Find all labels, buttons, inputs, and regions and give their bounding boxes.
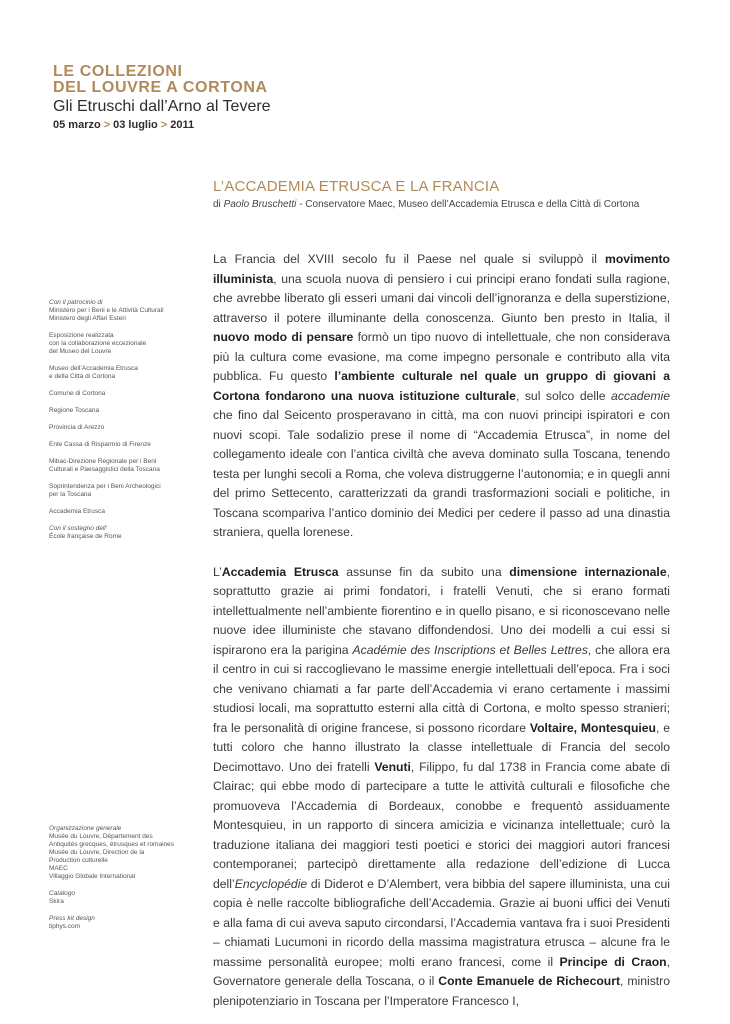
paragraph-text: assunse fin da subito una <box>338 564 510 579</box>
sidebar-group <box>49 525 199 541</box>
sidebar-group-label: Con il sostegno dell’ <box>49 525 108 532</box>
sidebar-line: e della Città di Cortona <box>49 373 116 380</box>
sidebar-group <box>49 483 199 499</box>
sidebar-line: Ministero per i Beni e le Attività Culturali <box>49 307 164 314</box>
sidebar-line: Skira <box>49 898 64 905</box>
sidebar-line: Production culturelle <box>49 857 108 864</box>
date-separator: > <box>103 119 111 131</box>
sidebar-line: Ente Cassa di Risparmio di Firenze <box>49 441 151 448</box>
paragraph-text: , e tutti coloro che hanno illustrato la classe intellettuale di Francia del secolo Decimottavo. Uno dei fratelli <box>213 720 670 774</box>
sidebar-line: Regione Toscana <box>49 407 100 414</box>
article-paragraph <box>213 250 670 543</box>
paragraph-text: , ministro plenipotenziario in Toscana per l’Imperatore Francesco I, <box>213 974 671 1008</box>
author-name: Paolo Bruschetti <box>223 199 297 210</box>
sidebar-line: Mibac-Direzione Regionale per i Beni <box>49 458 157 465</box>
exhibition-header <box>53 64 271 131</box>
sidebar-line: Antiquités grecques, étrusques et romaines <box>49 841 175 848</box>
paragraph-text: , una scuola nuova di pensiero i cui principi erano fondati sulla ragione, che avrebbe liberato gli esseri umani dai vincoli dell’ignoranza e della superstizione, attraverso il potere illuminante della conoscenza. Giunto ben presto in Italia, il <box>213 271 670 325</box>
exhibition-dates <box>53 119 271 131</box>
sidebar-line: Ministero degli Affari Esteri <box>49 315 126 322</box>
highlighted-text: Venuti <box>374 759 411 774</box>
sidebar-line: Accademia Etrusca <box>49 508 105 515</box>
paragraph-text: La Francia del XVIII secolo fu il Paese nel quale si sviluppò il <box>213 252 605 266</box>
article-body <box>213 250 670 1011</box>
sidebar-group <box>49 332 199 356</box>
sidebar-line: per la Toscana <box>49 491 92 498</box>
sidebar-group <box>49 508 199 516</box>
sidebar-line: del Museo del Louvre <box>49 348 112 355</box>
paragraph-text: , che allora era il centro in cui si raccoglievano le massime energie intellettuali dell’epoca. Fra i soci che venivano chiamati a far parte dell’Accademia vi erano certamente i massimi studiosi locali, ma soprattutto esterni alla città di Cortona, e molto spesso stranieri; fra le personalità di origine francese, si possono ricordare <box>213 642 670 735</box>
sidebar-line: Musée du Louvre, Direction de la <box>49 849 145 856</box>
highlighted-text: Voltaire, Montesquieu <box>529 720 656 735</box>
sidebar-group <box>49 458 199 474</box>
sponsors-sidebar <box>49 299 199 550</box>
sidebar-group-label: Con il patrocinio di <box>49 299 103 306</box>
sidebar-line: Museo dell’Accademia Etrusca <box>49 365 138 372</box>
brand-line-1: LE COLLEZIONI <box>53 63 183 80</box>
sidebar-group-label: Press kit design <box>49 915 95 922</box>
sidebar-line: Comune di Cortona <box>49 390 106 397</box>
article-paragraph <box>213 563 670 1012</box>
date-year: 2011 <box>170 119 195 131</box>
sidebar-line: Culturali e Paesaggistici della Toscana <box>49 466 160 473</box>
sidebar-line: Villaggio Globale International <box>49 873 136 880</box>
italic-text: accademie <box>611 388 670 403</box>
highlighted-text: Principe di Craon <box>559 954 667 969</box>
highlighted-text: Accademia Etrusca <box>221 564 339 579</box>
date-separator: > <box>160 119 168 131</box>
paragraph-text: formò un tipo nuovo di intellettuale, che non considerava più la cultura come evasione, ma come impegno personale e contributo alla vita pubblica. Fu questo <box>213 330 670 383</box>
sidebar-line: tiphys.com <box>49 923 81 930</box>
paragraph-text: che fino dal Seicento prosperavano in città, ma con nuovi principi ispiratori e con nuovi scopi. Tale sodalizio prese il nome di “Accademia Etrusca”, in nome del collegamento ideale con l’antica civiltà che aveva dominato sulla Toscana, tenendo testa per lunghi secoli a Roma, che voleva distruggerne l’autonomia; e in quegli anni del primo Settecento, caratterizzati da grandi trasformazioni sociali e politiche, in Toscana scompariva l’antico dominio dei Medici per cedere il passo ad una dinastia straniera, quella lorenese. <box>213 408 670 539</box>
paragraph-text: di Diderot e D’Alembert, vera bibbia del sapere illuminista, una cui copia è nelle raccolte bibliografiche dell’Accademia. Grazie ai buoni uffici dei Venuti e alla fama di cui aveva saputo circondarsi, l’Accademia vantava fra i suoi Presidenti – chiamati Lucumoni in ricordo della massima magistratura etrusca – alcune fra le massime personalità europee; molti erano francesi, come il <box>213 876 670 969</box>
highlighted-text: dimensione internazionale <box>509 564 667 579</box>
highlighted-text: l’ambiente culturale nel quale un gruppo di giovani a Cortona fondarono una nuova istituzione culturale <box>213 369 670 403</box>
sidebar-group <box>49 390 199 398</box>
paragraph-text: L’ <box>213 564 222 579</box>
sidebar-line: Soprintendenza per i Beni Archeologici <box>49 483 161 490</box>
article-header <box>213 178 673 211</box>
sidebar-line: MAEC <box>49 865 68 872</box>
sidebar-group <box>49 441 199 449</box>
sidebar-group <box>49 407 199 415</box>
brand-line-2: DEL LOUVRE A CORTONA <box>53 79 268 96</box>
byline-affiliation: - Conservatore Maec, Museo dell’Accademia Etrusca e della Città di Cortona <box>299 199 640 210</box>
highlighted-text: Conte Emanuele de Richecourt <box>438 974 621 988</box>
sidebar-group <box>49 424 199 432</box>
sidebar-line: Esposizione realizzata <box>49 332 114 339</box>
credits-sidebar <box>49 825 199 940</box>
article-title: L’ACCADEMIA ETRUSCA E LA FRANCIA <box>213 178 500 195</box>
byline-prefix: di <box>213 199 221 210</box>
sidebar-group <box>49 299 199 323</box>
highlighted-text: nuovo modo di pensare <box>213 330 354 344</box>
article-byline <box>213 199 673 211</box>
sidebar-group <box>49 365 199 381</box>
paragraph-text: , Filippo, fu dal 1738 in Francia come abate di Clairac; qui ebbe modo di partecipare a tutte le attività culturali e filosofiche che promuoveva l’Accademia di Bordeaux, conobbe e frequentò assiduamente Montesquieu, in un rapporto di sincera amicizia e vicinanza intellettuale; curò la traduzione italiana dei maggiori testi poetici e storici dei maggiori autori francesi contemporanei; partecipò direttamente alla redazione dell’edizione di Lucca dell’ <box>213 759 670 891</box>
sidebar-group-label: Organizzazione generale <box>49 825 122 832</box>
date-end: 03 luglio <box>113 119 158 131</box>
italic-text: Encyclopédie <box>234 876 308 891</box>
sidebar-group <box>49 890 199 906</box>
paragraph-text: , sul solco delle <box>515 388 612 403</box>
paragraph-text: , soprattutto grazie ai primi fondatori, i fratelli Venuti, che si erano formati intellettualmente nell’ambiente fiorentino e in quello pisano, e si riconoscevano nelle nuove idee illuministe che stavano diffondendosi. Uno dei modelli a cui essi si ispirarono era la parigina <box>213 564 670 657</box>
sidebar-line: con la collaborazione eccezionale <box>49 340 147 347</box>
sidebar-group <box>49 825 199 881</box>
italic-text: Académie des Inscriptions et Belles Lettres <box>352 642 588 657</box>
sidebar-line: Musée du Louvre, Département des <box>49 833 153 840</box>
sidebar-group <box>49 915 199 931</box>
date-start: 05 marzo <box>53 119 101 131</box>
sidebar-line: École française de Rome <box>49 533 122 540</box>
highlighted-text: movimento illuminista <box>213 252 670 286</box>
sidebar-group-label: Catalogo <box>49 890 76 897</box>
sidebar-line: Provincia di Arezzo <box>49 424 105 431</box>
paragraph-text: , Governatore generale della Toscana, o il <box>213 954 670 988</box>
exhibition-subtitle: Gli Etruschi dall’Arno al Tevere <box>53 98 271 115</box>
